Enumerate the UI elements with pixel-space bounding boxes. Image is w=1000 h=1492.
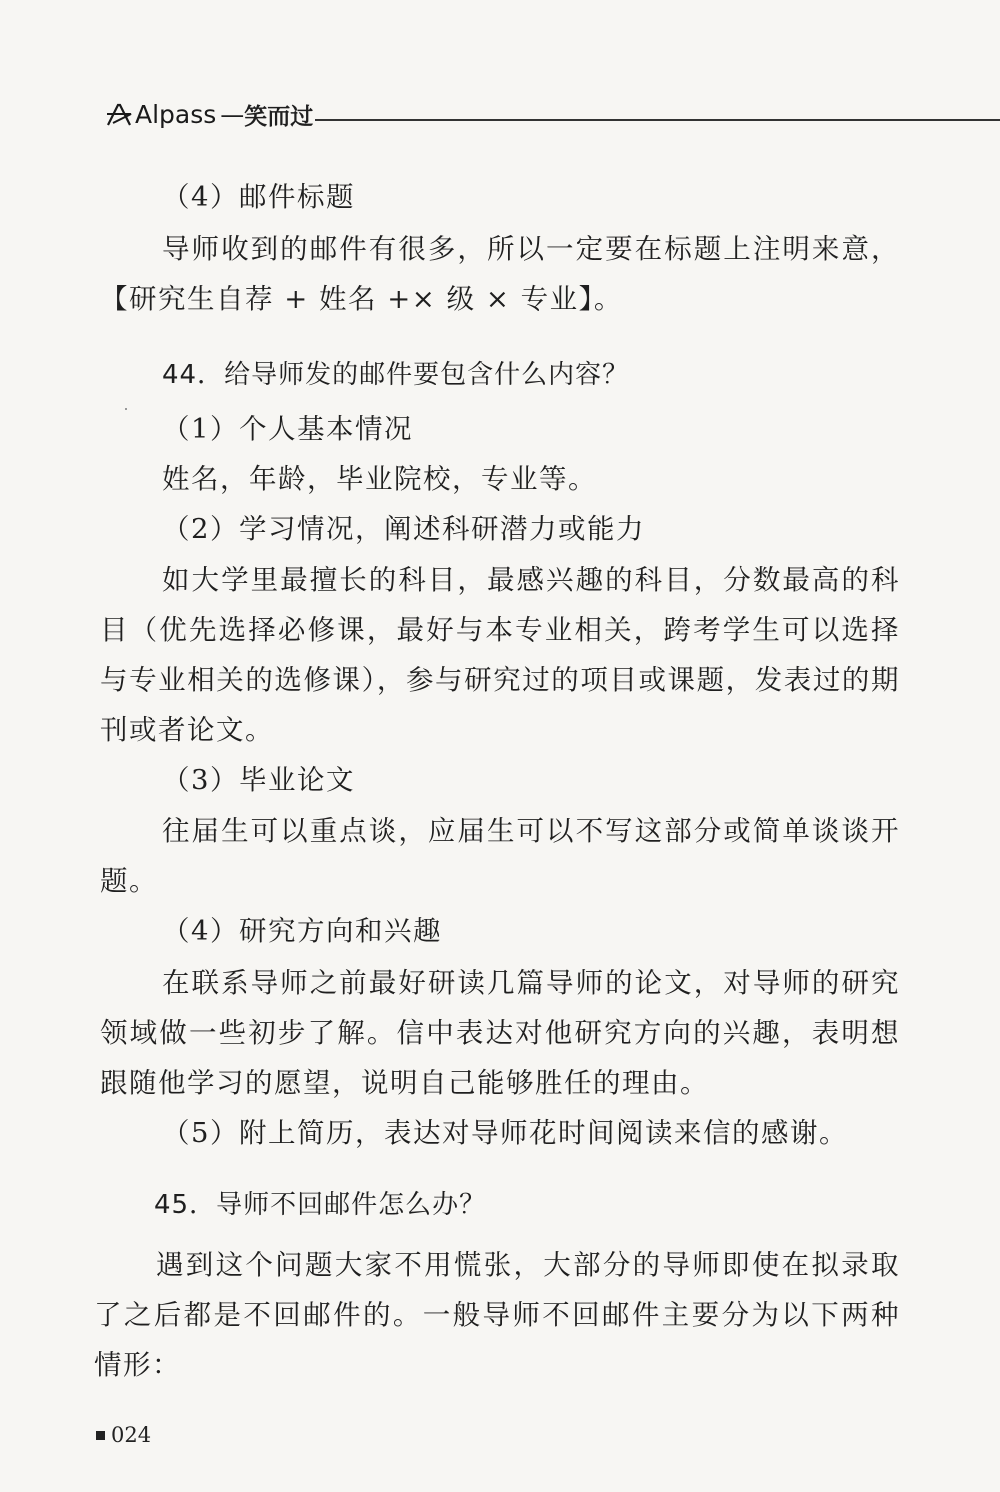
paragraph-email-title: 导师收到的邮件有很多，所以一定要在标题上注明来意，【研究生自荐 + 姓名 +× 级 × 专业】。	[100, 233, 900, 315]
subheading-resume: （5）附上简历，表达对导师花时间阅读来信的感谢。	[162, 1117, 848, 1149]
paragraph-research-interest: 在联系导师之前最好研读几篇导师的论文，对导师的研究领域做一些初步了解。信中表达对他研究方向的兴趣，表明想跟随他学习的愿望，说明自己能够胜任的理由。	[100, 967, 900, 1099]
square-bullet-icon	[96, 1431, 105, 1440]
question-44-heading: 44．给导师发的邮件要包含什么内容？	[162, 360, 630, 390]
paragraph-personal-info: 姓名，年龄，毕业院校，专业等。	[162, 463, 597, 495]
question-45-heading: 45．导师不回邮件怎么办？	[154, 1190, 487, 1220]
paragraph-thesis: 往届生可以重点谈，应届生可以不写这部分或简单谈谈开题。	[100, 815, 900, 897]
star-logo-icon	[105, 101, 133, 129]
brand-logo	[105, 98, 313, 131]
subheading-study: （2）学习情况，阐述科研潜力或能力	[162, 513, 645, 545]
brand-dash: —	[220, 100, 245, 129]
subheading-personal-info: （1）个人基本情况	[162, 413, 413, 445]
subheading-email-title: （4）邮件标题	[162, 181, 355, 213]
page-number: 024	[111, 1423, 152, 1447]
brand-name: Alpass	[135, 100, 217, 129]
header-rule	[315, 119, 1000, 121]
page-footer	[96, 1423, 151, 1447]
subheading-research-interest: （4）研究方向和兴趣	[162, 915, 442, 947]
subheading-thesis: （3）毕业论文	[162, 764, 355, 796]
paragraph-study: 如大学里最擅长的科目，最感兴趣的科目，分数最高的科目（优先选择必修课，最好与本专业相关，跨考学生可以选择与专业相关的选修课），参与研究过的项目或课题，发表过的期刊或者论文。	[100, 564, 900, 746]
running-header	[105, 98, 1000, 134]
paragraph-no-reply: 遇到这个问题大家不用慌张，大部分的导师即使在拟录取了之后都是不回邮件的。一般导师不回邮件主要分为以下两种情形：	[94, 1249, 900, 1381]
scan-speck	[125, 408, 127, 410]
brand-slogan: 笑而过	[244, 104, 314, 130]
